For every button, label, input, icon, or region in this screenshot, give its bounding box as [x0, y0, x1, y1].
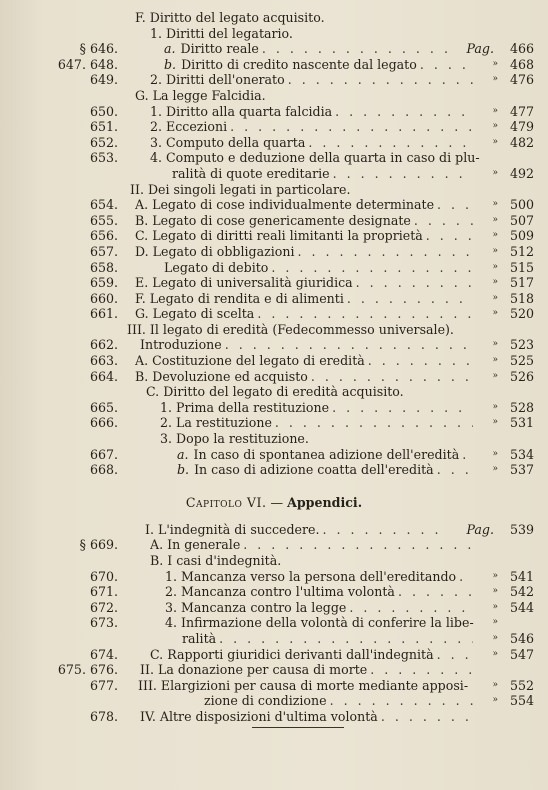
entry-text: F. Legato di rendita e di alimenti	[135, 290, 344, 306]
section-number: 661.	[89, 306, 118, 322]
entry-text: B. Devoluzione ed acquisto	[135, 368, 308, 384]
dot-leader	[332, 400, 473, 416]
page-marker: »	[492, 136, 498, 147]
entry-label: a.	[164, 41, 176, 57]
entry-text: ralità	[182, 630, 217, 646]
toc-entry	[0, 57, 548, 73]
entry-title	[146, 384, 404, 400]
toc-entry	[0, 369, 548, 385]
page-number: 544	[509, 599, 534, 615]
entry-text: ralità di quote ereditarie	[172, 165, 330, 181]
page-marker: »	[492, 448, 498, 459]
dot-leader	[370, 662, 473, 678]
entry-text: F. Diritto del legato acquisito.	[135, 10, 325, 25]
entry-text: II. La donazione per causa di morte	[140, 662, 368, 678]
toc-entry	[0, 569, 548, 585]
page-marker: »	[492, 214, 498, 225]
toc-entry	[0, 337, 548, 353]
entry-title	[150, 119, 476, 135]
entry-title	[138, 678, 468, 694]
entry-title	[135, 291, 476, 307]
entry-text: Legato di debito	[164, 259, 269, 275]
entry-title	[165, 584, 476, 600]
page-marker: »	[492, 648, 498, 659]
toc-entry	[0, 415, 548, 431]
section-number: 678.	[89, 708, 118, 724]
entry-text: 4. Infirmazione della volontà di conferire la libe-	[165, 615, 474, 631]
page-marker: »	[492, 339, 498, 350]
toc-entry	[0, 400, 548, 416]
entry-title	[140, 662, 476, 678]
page-marker: »	[492, 679, 498, 690]
chapter-heading	[0, 490, 548, 516]
page-marker: »	[492, 277, 498, 288]
page-marker: »	[492, 401, 498, 412]
toc-entry	[0, 228, 548, 244]
page-number: 526	[509, 368, 534, 384]
entry-title	[150, 26, 293, 42]
page-marker: »	[492, 464, 498, 475]
dot-leader	[356, 275, 473, 291]
dot-leader	[219, 631, 473, 647]
toc-entry	[0, 693, 548, 709]
entry-title	[164, 41, 452, 57]
toc-entry	[0, 631, 548, 647]
entry-title	[164, 57, 476, 73]
dot-leader	[437, 462, 473, 478]
dot-leader	[311, 369, 473, 385]
page-number: 547	[509, 646, 534, 662]
page-marker: »	[492, 632, 498, 643]
page-number: 477	[509, 103, 534, 119]
section-number: § 669.	[79, 537, 118, 553]
entry-title	[160, 431, 309, 447]
entry-title	[150, 537, 476, 553]
page-number: 541	[509, 568, 534, 584]
page-marker: »	[492, 292, 498, 303]
dot-leader	[459, 569, 473, 585]
toc-entry	[0, 353, 548, 369]
entry-text: III. Elargizioni per causa di morte mediante apposi-	[138, 677, 469, 693]
toc-entry	[0, 213, 548, 229]
entry-text: A. Costituzione del legato di eredità	[135, 353, 365, 369]
page-marker: »	[492, 121, 498, 132]
page-marker: »	[492, 58, 498, 69]
page-number: 546	[509, 630, 534, 646]
toc-entry	[0, 553, 548, 569]
section-number: 671.	[89, 584, 118, 600]
page-marker: »	[492, 167, 498, 178]
entry-title	[127, 322, 454, 338]
entry-text: In caso di adizione coatta dell'eredità	[194, 462, 434, 478]
entry-text: Introduzione	[140, 337, 222, 353]
toc-entry	[0, 275, 548, 291]
dot-leader	[275, 415, 473, 431]
section-number: 649.	[89, 72, 118, 88]
section-number: 668.	[89, 462, 118, 478]
page-marker: »	[492, 199, 498, 210]
toc-entry	[0, 72, 548, 88]
dot-leader	[330, 693, 473, 709]
toc-entry	[0, 600, 548, 616]
toc-entry	[0, 88, 548, 104]
dot-leader	[420, 57, 473, 73]
entry-title	[135, 88, 266, 104]
page-marker: »	[492, 245, 498, 256]
dot-leader	[381, 709, 473, 725]
entry-text: IV. Altre disposizioni d'ultima volontà	[140, 708, 378, 724]
entry-title	[172, 166, 476, 182]
page-marker: »	[492, 586, 498, 597]
entry-text: I. L'indegnità di succedere.	[145, 521, 320, 537]
dot-leader	[308, 135, 473, 151]
toc-entry	[0, 384, 548, 400]
toc-entry	[0, 197, 548, 213]
table-of-contents	[0, 10, 548, 725]
entry-title	[165, 569, 476, 585]
page-number: 525	[509, 353, 534, 369]
page-number: 509	[509, 228, 534, 244]
entry-text: III. Il legato di eredità (Fedecommesso universale).	[127, 321, 454, 337]
entry-text: D. Legato di obbligazioni	[135, 243, 295, 259]
toc-entry	[0, 678, 548, 694]
page-marker: »	[492, 308, 498, 319]
page-marker: »	[492, 105, 498, 116]
dot-leader	[398, 584, 473, 600]
entry-title	[130, 182, 350, 198]
page-number: 479	[509, 119, 534, 135]
entry-text: G. La legge Falcidia.	[135, 87, 266, 103]
entry-label: a.	[177, 446, 189, 462]
toc-entry	[0, 166, 548, 182]
entry-title	[160, 415, 476, 431]
section-number: 673.	[89, 615, 118, 631]
entry-title	[135, 197, 476, 213]
page-number: 537	[509, 462, 534, 478]
entry-text: 3. Computo della quarta	[150, 134, 306, 150]
toc-entry	[0, 10, 548, 26]
entry-text: 2. Mancanza contro l'ultima volontà	[165, 584, 395, 600]
entry-text: 1. Diritto alla quarta falcidia	[150, 103, 333, 119]
dot-leader	[335, 104, 473, 120]
page-number: 517	[509, 275, 534, 291]
page-number: 482	[509, 134, 534, 150]
toc-entry	[0, 260, 548, 276]
closing-rule	[252, 727, 344, 728]
toc-entry	[0, 662, 548, 678]
toc-entry	[0, 709, 548, 725]
dot-leader	[426, 228, 473, 244]
dot-leader	[225, 337, 473, 353]
entry-title	[145, 522, 452, 538]
page-marker: »	[492, 355, 498, 366]
dot-leader	[243, 537, 473, 553]
entry-text: In caso di spontanea adizione dell'eredità	[193, 446, 460, 462]
entry-text: C. Diritto del legato di eredità acquisito.	[146, 384, 404, 400]
section-number: 650.	[89, 103, 118, 119]
entry-text: B. I casi d'indegnità.	[150, 553, 282, 568]
entry-text: 2. Eccezioni	[150, 119, 228, 135]
dot-leader	[262, 41, 449, 57]
section-number: 666.	[89, 415, 118, 431]
entry-title	[135, 213, 476, 229]
entry-text: zione di condizione	[204, 693, 327, 709]
entry-title	[135, 369, 476, 385]
dot-leader	[437, 197, 473, 213]
toc-entry	[0, 462, 548, 478]
dot-leader	[298, 244, 474, 260]
toc-entry	[0, 291, 548, 307]
section-number: 653.	[89, 150, 118, 166]
entry-title	[204, 693, 476, 709]
chapter-title: Appendici.	[287, 494, 363, 510]
entry-text: 3. Mancanza contro la legge	[165, 599, 347, 615]
page-number: 466	[509, 41, 534, 57]
page-marker: »	[492, 417, 498, 428]
page-number: 531	[509, 415, 534, 431]
section-number: § 646.	[79, 41, 118, 57]
entry-title	[140, 709, 476, 725]
page-number: 552	[509, 677, 534, 693]
page-marker: »	[492, 74, 498, 85]
section-number: 654.	[89, 197, 118, 213]
toc-entry	[0, 104, 548, 120]
toc-entry	[0, 119, 548, 135]
toc-entry	[0, 41, 548, 57]
section-number: 670.	[89, 568, 118, 584]
toc-entry	[0, 306, 548, 322]
toc-entry	[0, 431, 548, 447]
chapter-dash: —	[266, 494, 288, 510]
entry-label: b.	[177, 462, 190, 478]
dot-leader	[349, 600, 473, 616]
toc-entry	[0, 647, 548, 663]
toc-entry	[0, 26, 548, 42]
page-number: 476	[509, 72, 534, 88]
section-number: 677.	[89, 677, 118, 693]
dot-leader	[414, 213, 473, 229]
entry-title	[135, 353, 476, 369]
page-marker: »	[492, 570, 498, 581]
page-number: 512	[509, 243, 534, 259]
page-number: 500	[509, 197, 534, 213]
page-marker: Pag.	[466, 521, 494, 537]
entry-title	[135, 10, 325, 26]
entry-title	[150, 104, 476, 120]
entry-text: 1. Prima della restituzione	[160, 399, 330, 415]
toc-entry	[0, 584, 548, 600]
page-marker: »	[492, 261, 498, 272]
entry-text: Diritto reale	[180, 41, 259, 57]
toc-entry	[0, 447, 548, 463]
toc-entry	[0, 244, 548, 260]
page-number: 515	[509, 259, 534, 275]
section-number: 674.	[89, 646, 118, 662]
dot-leader	[322, 522, 449, 538]
section-number: 662.	[89, 337, 118, 353]
section-number: 655.	[89, 212, 118, 228]
entry-title	[182, 631, 476, 647]
dot-leader	[347, 291, 473, 307]
section-number: 656.	[89, 228, 118, 244]
entry-text: 2. Diritti dell'onerato	[150, 72, 285, 88]
entry-title	[140, 337, 476, 353]
entry-title	[164, 260, 476, 276]
toc-entry	[0, 182, 548, 198]
section-number: 659.	[89, 275, 118, 291]
page-number: 492	[509, 165, 534, 181]
entry-title	[160, 400, 476, 416]
dot-leader	[462, 447, 473, 463]
section-number: 652.	[89, 134, 118, 150]
toc-entry	[0, 322, 548, 338]
entry-text: A. Legato di cose individualmente determinate	[135, 197, 435, 213]
entry-title	[135, 306, 476, 322]
page-marker: »	[492, 601, 498, 612]
entry-title	[177, 462, 476, 478]
dot-leader	[257, 306, 473, 322]
section-number: 657.	[89, 243, 118, 259]
entry-title	[165, 615, 474, 631]
entry-text: 2. La restituzione	[160, 415, 272, 431]
dot-leader	[288, 72, 473, 88]
entry-title	[177, 447, 476, 463]
page-number: 528	[509, 399, 534, 415]
entry-label: b.	[164, 56, 177, 72]
toc-entry	[0, 135, 548, 151]
page-number: 539	[509, 521, 534, 537]
page-number: 518	[509, 290, 534, 306]
dot-leader	[333, 166, 473, 182]
page-marker: Pag.	[466, 41, 494, 57]
page-marker: »	[492, 370, 498, 381]
entry-text: 3. Dopo la restituzione.	[160, 431, 309, 447]
dot-leader	[368, 353, 473, 369]
page-number: 507	[509, 212, 534, 228]
page-number: 554	[509, 693, 534, 709]
entry-title	[165, 600, 476, 616]
entry-text: B. Legato di cose genericamente designate	[135, 212, 411, 228]
entry-text: 1. Mancanza verso la persona dell'ereditando	[165, 568, 457, 584]
page-number: 520	[509, 306, 534, 322]
entry-title	[135, 275, 476, 291]
page-number: 534	[509, 446, 534, 462]
entry-title	[150, 647, 476, 663]
entry-title	[135, 228, 476, 244]
entry-text: 4. Computo e deduzione della quarta in caso di plu-	[150, 150, 480, 166]
entry-text: A. In generale	[150, 537, 241, 553]
page-number: 542	[509, 584, 534, 600]
toc-entry	[0, 615, 548, 631]
page-marker: »	[492, 230, 498, 241]
toc-entry	[0, 537, 548, 553]
chapter-number: Capitolo VI.	[185, 494, 267, 510]
toc-entry	[0, 522, 548, 538]
entry-title	[150, 72, 476, 88]
section-number: 660.	[89, 290, 118, 306]
section-number: 647. 648.	[57, 56, 118, 72]
entry-text: C. Rapporti giuridici derivanti dall'indegnità	[150, 646, 434, 662]
dot-leader	[437, 647, 473, 663]
entry-text: Diritto di credito nascente dal legato	[181, 56, 417, 72]
section-number: 663.	[89, 353, 118, 369]
section-number: 664.	[89, 368, 118, 384]
section-number: 658.	[89, 259, 118, 275]
entry-title	[150, 150, 480, 166]
dot-leader	[271, 260, 473, 276]
entry-title	[150, 135, 476, 151]
section-number: 675. 676.	[57, 662, 118, 678]
entry-text: 1. Diritti del legatario.	[150, 25, 293, 41]
page-marker: »	[492, 695, 498, 706]
section-number: 667.	[89, 446, 118, 462]
dot-leader	[230, 119, 473, 135]
entry-title	[150, 553, 281, 569]
page-number: 523	[509, 337, 534, 353]
page-marker: »	[492, 617, 498, 628]
entry-text: C. Legato di diritti reali limitanti la proprietà	[135, 228, 423, 244]
section-number: 672.	[89, 599, 118, 615]
entry-text: II. Dei singoli legati in particolare.	[130, 181, 351, 197]
section-number: 665.	[89, 399, 118, 415]
page-number: 468	[509, 56, 534, 72]
section-number: 651.	[89, 119, 118, 135]
entry-text: E. Legato di universalità giuridica	[135, 275, 353, 291]
entry-title	[135, 244, 476, 260]
entry-text: G. Legato di scelta	[135, 306, 255, 322]
toc-entry	[0, 150, 548, 166]
